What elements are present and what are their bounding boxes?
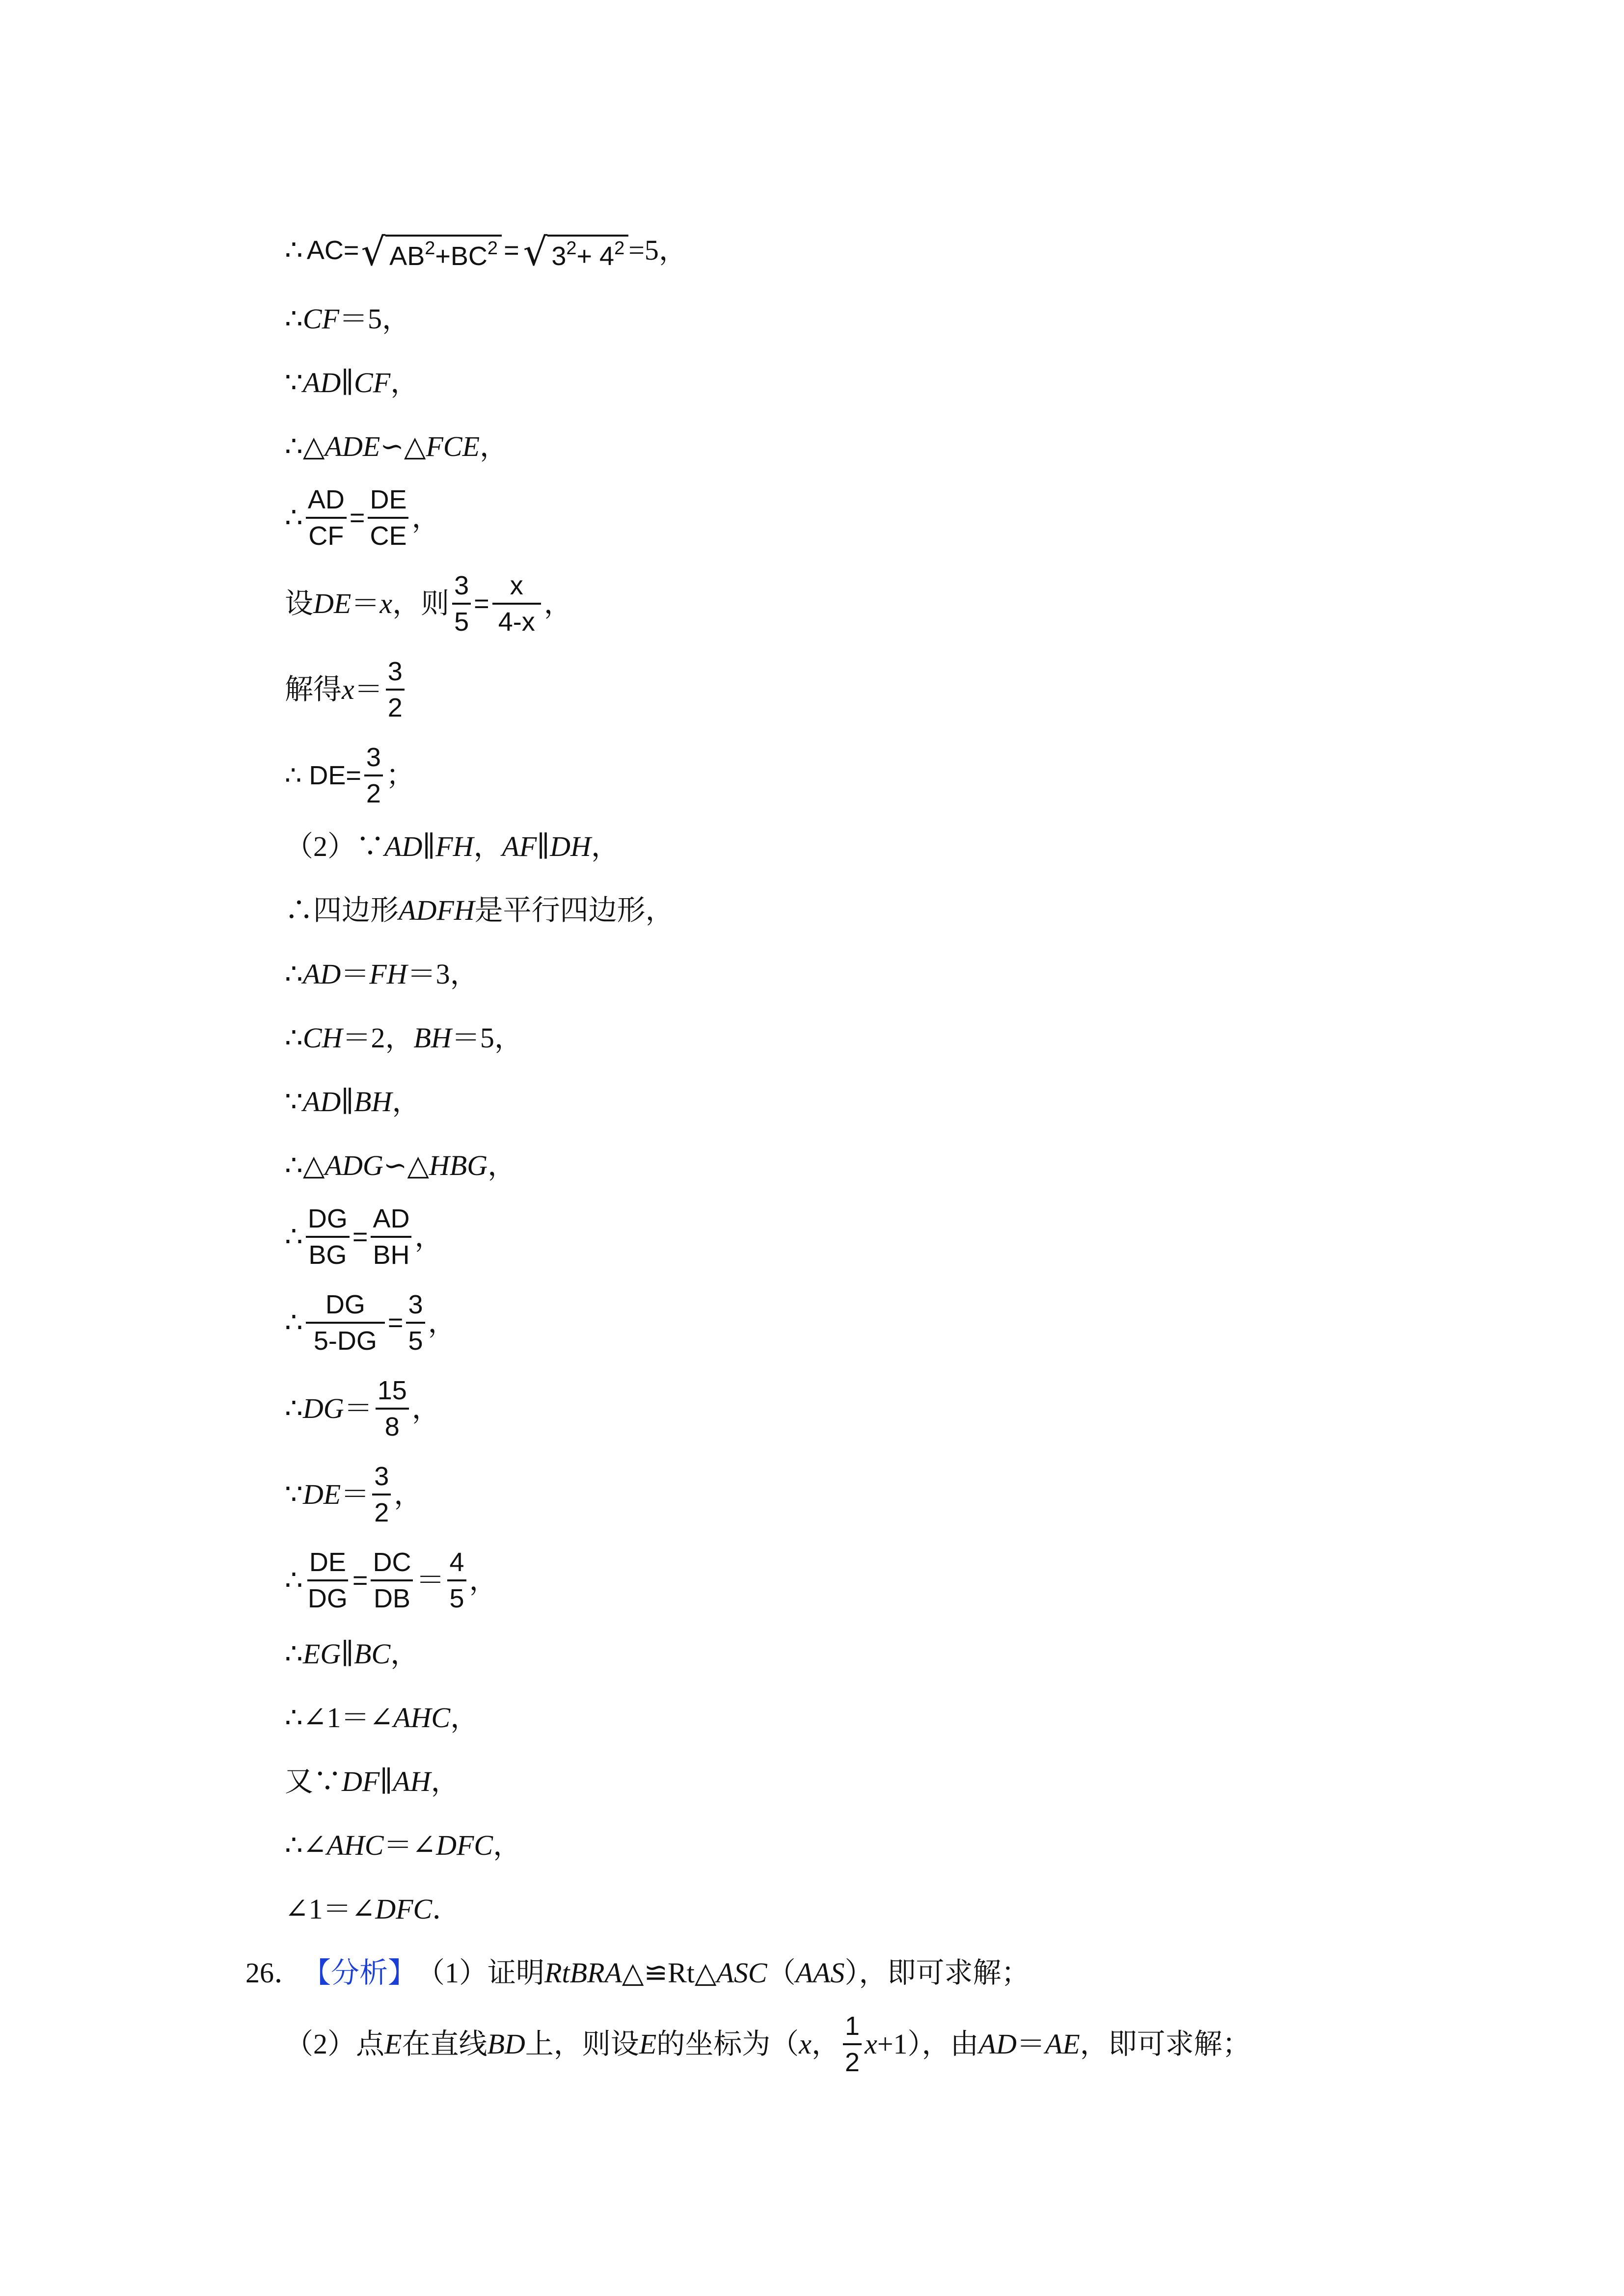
result: =5， (628, 234, 687, 266)
punct: ， (392, 1086, 421, 1118)
equals: = (349, 503, 365, 533)
also-because: 又∵ (285, 1765, 342, 1797)
equals: = (504, 236, 519, 265)
therefore-triangle: ∴△ (285, 1149, 325, 1181)
punct: ， (812, 2028, 840, 2060)
text: 上，则设 (525, 2028, 639, 2060)
value: ＝3， (407, 958, 479, 990)
sqrt-ab-bc (361, 230, 502, 274)
fraction-de-dg: $\frac{DE}{DG}$ (307, 1548, 348, 1613)
text: ∴四边形 (285, 894, 399, 926)
punct: ， (411, 502, 440, 534)
radical-sign: √ (523, 230, 548, 274)
line-eg-parallel-bc (285, 1637, 419, 1671)
question-number: 26． (245, 1957, 303, 1989)
line-similar-adg-hbg (285, 1148, 516, 1183)
punct: ， (428, 1307, 457, 1338)
text: +1），由 (877, 2028, 979, 2060)
segment-ad: AD (978, 2028, 1017, 2060)
line-dg-result (285, 1374, 440, 1443)
therefore-symbol: ∴ (285, 1307, 303, 1338)
text: 在直线 (402, 2028, 487, 2060)
line-ad-parallel-bh (285, 1085, 420, 1119)
var-x: x (865, 2028, 877, 2060)
fraction-3-5: $\frac{3}{5}$ (406, 1289, 425, 1356)
var-de: DE (313, 587, 352, 619)
triangle-asc: ASC (716, 1957, 767, 1989)
similar-symbol: ∽△ (383, 1149, 429, 1181)
line-solve-x (285, 655, 407, 724)
q26-analysis-line2 (285, 2010, 1251, 2079)
text: 解得 (285, 673, 342, 705)
equals: ＝ (344, 1392, 373, 1424)
line-ac-pythagoras (285, 223, 687, 277)
q26-analysis-line1 (245, 1956, 1030, 1990)
segment-cf: CF (302, 303, 340, 335)
angle-equals: ＝∠ (383, 1829, 436, 1861)
line-df-parallel-ah (285, 1764, 459, 1799)
segment-de: DE (302, 1478, 341, 1510)
because-symbol: ∵ (285, 367, 303, 399)
angle-statement: ∴∠ (285, 1829, 327, 1861)
fraction-4-5: $\frac{4}{5}$ (447, 1547, 466, 1614)
therefore-symbol: ∴ (285, 502, 303, 534)
value: ＝5， (339, 303, 411, 335)
angle-statement: ∴∠1＝∠ (285, 1702, 394, 1734)
text: （1）证明 (416, 1957, 545, 1989)
congruent-symbol: △≌Rt△ (622, 1957, 717, 1989)
punct: ， (487, 1149, 516, 1181)
equals: = (352, 1566, 368, 1595)
equals: ＝ (341, 958, 370, 990)
fraction-dc-db: $\frac{DC}{DB}$ (371, 1547, 413, 1614)
line-ratio-dg-bg (285, 1202, 443, 1271)
triangle-rtbra: RtBRA (544, 1957, 622, 1989)
ac-label: AC= (306, 236, 359, 265)
line-ratio-de-dg (285, 1546, 498, 1615)
equals: ＝ (1016, 2028, 1045, 2060)
fraction-dg-bg: $\frac{DG}{BG}$ (306, 1203, 350, 1270)
triangle-adg: ADG (325, 1149, 383, 1181)
equals: = (387, 1308, 404, 1337)
line-de-given (285, 1460, 422, 1529)
line-angle1-ahc (285, 1701, 479, 1735)
punct: ， (394, 1478, 423, 1510)
text: ），即可求解； (844, 1957, 1030, 1989)
fraction-ad-cf: $\frac{AD}{CF}$ (306, 484, 347, 551)
because-symbol: ∵ (285, 1478, 303, 1510)
therefore-symbol: ∴ (285, 1638, 303, 1670)
parallel-ad-fh: AD∥FH (384, 830, 474, 862)
therefore-symbol: ∴ (285, 1564, 303, 1596)
similar-symbol: ∽△ (380, 430, 426, 462)
line-de-result (285, 741, 414, 810)
line-ratio-ad-cf (285, 483, 440, 552)
quad-adfh: ADFH (399, 894, 475, 926)
line-part2-parallels (285, 829, 620, 864)
therefore-symbol: ∴ (285, 1022, 303, 1054)
radical-sign: √ (361, 230, 386, 274)
equals: = (352, 1222, 368, 1252)
fraction-de-ce: $\frac{DE}{CE}$ (368, 484, 408, 551)
triangle-hbg: HBG (429, 1149, 488, 1181)
angle-dfc: DFC (436, 1829, 493, 1861)
line-ratio-dg-5mdg (285, 1288, 457, 1357)
punct: ， (431, 1765, 460, 1797)
line-ad-fh-3 (285, 957, 479, 991)
line-cf (285, 302, 410, 336)
radicand: $AB^2+BC^2$ (385, 235, 502, 271)
therefore-symbol: ∴ (285, 1221, 303, 1253)
fraction-dg-5mdg: $\frac{DG}{5-DG}$ (306, 1289, 385, 1356)
parallel-statement: EG∥BC (302, 1638, 391, 1670)
punct: ． (432, 1893, 461, 1925)
fraction-3-5: $\frac{3}{5}$ (452, 570, 471, 637)
text: 的坐标为（ (656, 2028, 799, 2060)
therefore-triangle: ∴△ (285, 430, 325, 462)
var-x: x (342, 673, 354, 705)
segment-bh: BH (413, 1022, 452, 1054)
punct: ， (591, 830, 620, 862)
therefore-symbol: ∴ (285, 303, 303, 335)
angle-statement: ∠1＝∠ (285, 1893, 376, 1925)
punct: ， (411, 1392, 440, 1424)
var-x: x (799, 2028, 812, 2060)
equals: ＝ (354, 673, 383, 705)
radicand: $3^2+ 4^2$ (547, 235, 628, 271)
text: ，即可求解； (1080, 2028, 1251, 2060)
punct: ， (414, 1221, 443, 1253)
value: ＝2， (342, 1022, 414, 1054)
text: （2）点 (285, 2028, 385, 2060)
text: 设 (285, 587, 314, 619)
line-angle1-dfc (285, 1892, 460, 1926)
equals: = (474, 589, 489, 618)
line-ch-bh (285, 1021, 523, 1055)
parallel-statement: AD∥BH (302, 1086, 392, 1118)
punct: ， (543, 587, 572, 619)
segment-ch: CH (302, 1022, 343, 1054)
punct: ， (473, 830, 502, 862)
congruence-rule: AAS (795, 1957, 845, 1989)
point-e: E (639, 2028, 657, 2060)
analysis-tag: 【分析】 (302, 1957, 417, 1989)
equals: ＝ (341, 1478, 370, 1510)
punct: ， (390, 367, 419, 399)
segment-fh: FH (369, 958, 407, 990)
angle-ahc: AHC (393, 1702, 451, 1734)
point-e: E (384, 2028, 402, 2060)
part-label: （2）∵ (285, 830, 385, 862)
segment-dg: DG (302, 1392, 344, 1424)
value: ＝5， (451, 1022, 523, 1054)
punct: ， (450, 1702, 479, 1734)
fraction-3-2: $\frac{3}{2}$ (386, 656, 405, 723)
equals: ＝ (416, 1564, 445, 1596)
line-let-de-x (285, 569, 572, 638)
because-symbol: ∵ (285, 1086, 303, 1118)
punct: ， (493, 1829, 522, 1861)
line-angle-ahc-dfc (285, 1828, 521, 1863)
parallel-statement: AD∥CF (302, 367, 391, 399)
line-similar-ade-fce (285, 429, 508, 464)
fraction-ad-bh: $\frac{AD}{BH}$ (371, 1203, 411, 1270)
text: 是平行四边形， (474, 894, 674, 926)
punct: ， (469, 1564, 498, 1596)
angle-ahc: AHC (326, 1829, 384, 1861)
punct: ， (390, 1638, 419, 1670)
equals: ＝ (351, 587, 380, 619)
angle-dfc: DFC (375, 1893, 433, 1925)
triangle-fce: FCE (426, 430, 480, 462)
punct: ， (480, 430, 509, 462)
fraction-x-4mx: $\frac{x}{4-x}$ (492, 570, 541, 637)
therefore-de: ∴ DE= (285, 761, 361, 790)
segment-ae: AE (1045, 2028, 1080, 2060)
therefore-symbol: ∴ (285, 1392, 303, 1424)
segment-ad: AD (302, 958, 341, 990)
therefore-symbol: ∴ (285, 234, 303, 266)
paren: （ (767, 1957, 796, 1989)
line-parallelogram (285, 893, 674, 928)
punct: ； (385, 759, 414, 791)
line-ad-parallel-cf (285, 366, 419, 400)
fraction-15-8: $\frac{15}{8}$ (376, 1375, 409, 1442)
fraction-3-2: $\frac{3}{2}$ (364, 742, 383, 809)
parallel-af-dh: AF∥DH (502, 830, 591, 862)
fraction-3-2: $\frac{3}{2}$ (372, 1461, 391, 1528)
sqrt-3-4 (523, 230, 629, 274)
fraction-1-2: $\frac{1}{2}$ (843, 2011, 862, 2078)
therefore-symbol: ∴ (285, 958, 303, 990)
parallel-statement: DF∥AH (342, 1765, 431, 1797)
var-x: x (379, 587, 393, 619)
text: ，则 (392, 587, 450, 619)
line-bd: BD (487, 2028, 525, 2060)
triangle-ade: ADE (325, 430, 380, 462)
